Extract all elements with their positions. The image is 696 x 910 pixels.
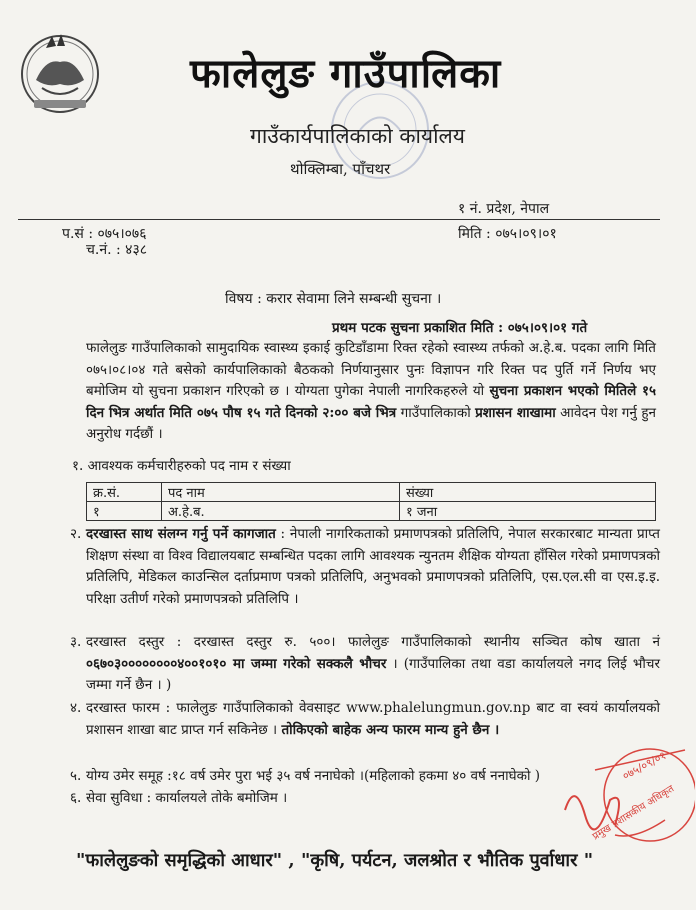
table-row: [87, 502, 656, 521]
item-number: ५.: [70, 768, 82, 784]
cell-count: १ जना: [400, 502, 656, 521]
nepal-emblem-icon: [16, 28, 104, 116]
item-text: दरखास्त फारम : फालेलुङ गाउँपालिकाको वेवसाइट www.phalelungmun.gov.np बाट वा स्वयं कार्यालयको प्रशासन शाखा बाट प्राप्त गर्न सकिनेछ ।: [86, 700, 660, 738]
item-text: । (गाउँपालिका तथा वडा कार्यालयले नगद लिई भौचर जम्मा गर्ने छैन । ): [86, 655, 660, 693]
reference-number: प.सं : ०७५।०७६: [62, 226, 147, 242]
body-text: फालेलुङ गाउँपालिकाको सामुदायिक स्वास्थ्य इकाई कुटिडाँडामा रिक्त रहेको स्वास्थ्य तर्फको अ.हे.ब. पदका लागि मिति ०७५।०८।०४ गते बसेको कार्यपालिकाको बैठकको निर्णयानुसार पुनः विज्ञापन गरि रिक्त पद पुर्ति गर्ने निर्णय भए बमोजिम यो सुचना प्रकाशन गरिएको छ । योग्यता पुगेका नेपाली नागरिकहरुले यो: [86, 340, 656, 399]
item-bold-text: तोकिएको बाहेक अन्य फारम मान्य हुने छैन ।: [281, 721, 500, 738]
item-text: सेवा सुविधा : कार्यालयले तोके बमोजिम ।: [86, 790, 288, 806]
col-count: संख्या: [400, 483, 656, 502]
publication-date-line: प्रथम पटक सुचना प्रकाशित मिति : ०७५।०९।०१ गते: [332, 320, 588, 336]
item-bold-text: दरखास्त साथ संलग्न गर्नु पर्ने कागजात: [86, 526, 276, 542]
list-item: [70, 524, 660, 610]
body-admin-section: प्रशासन शाखामा: [475, 404, 556, 421]
signature-stamp-icon: [555, 740, 695, 850]
cell-serial: १: [87, 502, 162, 521]
office-location: थोक्लिम्बा, पाँचथर: [290, 160, 391, 178]
notice-subject: विषय : करार सेवामा लिने सम्बन्धी सुचना ।: [225, 291, 442, 307]
cell-post-name: अ.हे.ब.: [162, 502, 400, 521]
letter-date: मिति : ०७५।०९।०१: [458, 226, 557, 242]
dispatch-number: च.नं. : ४३८: [86, 242, 148, 258]
body-text: गाउँपालिकाको: [396, 404, 476, 421]
item-number: २.: [70, 526, 82, 542]
body-text: आवेदन पेश गर्नु हुन अनुरोध गर्दछौं ।: [86, 404, 656, 442]
slogan: "फालेलुङको समृद्धिको आधार" , "कृषि, पर्यटन, जलश्रोत र भौतिक पुर्वाधार ": [76, 850, 594, 871]
item-text: दरखास्त दस्तुर : दरखास्त दस्तुर रु. ५००। फालेलुङ गाउँपालिकाको स्थानीय सञ्चित कोष खाता नं: [86, 634, 660, 650]
body-deadline: सुचना प्रकाशन भएको मितिले १५ दिन भित्र अर्थात मिति ०७५ पौष १५ गते दिनको २:०० बजे भित्र: [86, 383, 656, 421]
list-item: [70, 632, 660, 697]
item-number: ६.: [70, 790, 82, 806]
notice-body: [86, 338, 656, 446]
table-header-row: [87, 483, 656, 502]
col-post-name: पद नाम: [162, 483, 400, 502]
item-text: : नेपाली नागरिकताको प्रमाणपत्रको प्रतिलिपि, नेपाल सरकारबाट मान्यता प्राप्त शिक्षण संस्था वा विश्व विद्यालयबाट सम्बन्धित पदका लागि आवश्यक न्युनतम शैक्षिक योग्यता हाँसिल गरेको प्रमाणपत्रको प्रतिलिपि, मेडिकल काउन्सिल दर्ताप्रमाण पत्रको प्रतिलिपि, अनुभवको प्रमाणपत्रको प्रतिलिपि, एस.एल.सी वा एस.इ.इ. परिक्षा उतीर्ण गरेको प्रमाणपत्रको प्रतिलिपि ।: [86, 526, 660, 607]
list-item: [70, 698, 660, 741]
office-title: फालेलुङ गाउँपालिका: [190, 50, 502, 97]
item-text: योग्य उमेर समूह :१८ वर्ष उमेर पुरा भई ३५ वर्ष ननाघेको ।(महिलाको हकमा ४० वर्ष ननाघेको ): [86, 768, 541, 784]
signature-title: प्रमुख प्रशासकीय अधिकृत: [590, 783, 677, 843]
header-divider: [18, 219, 660, 220]
section-heading: १. आवश्यक कर्मचारीहरुको पद नाम र संख्या: [72, 458, 291, 474]
signature-date: ०७५/०९/०१: [620, 748, 669, 783]
item-number: ३.: [70, 634, 82, 650]
col-serial: क्र.सं.: [87, 483, 162, 502]
office-subtitle: गाउँकार्यपालिकाको कार्यालय: [250, 124, 465, 148]
item-number: ४.: [70, 700, 82, 716]
province-label: १ नं. प्रदेश, नेपाल: [458, 201, 550, 217]
item-bold-text: ०६७०३००००००००४००१०१० मा जम्मा गरेको सक्कलै भौचर: [86, 655, 387, 672]
posts-table: [86, 482, 656, 521]
